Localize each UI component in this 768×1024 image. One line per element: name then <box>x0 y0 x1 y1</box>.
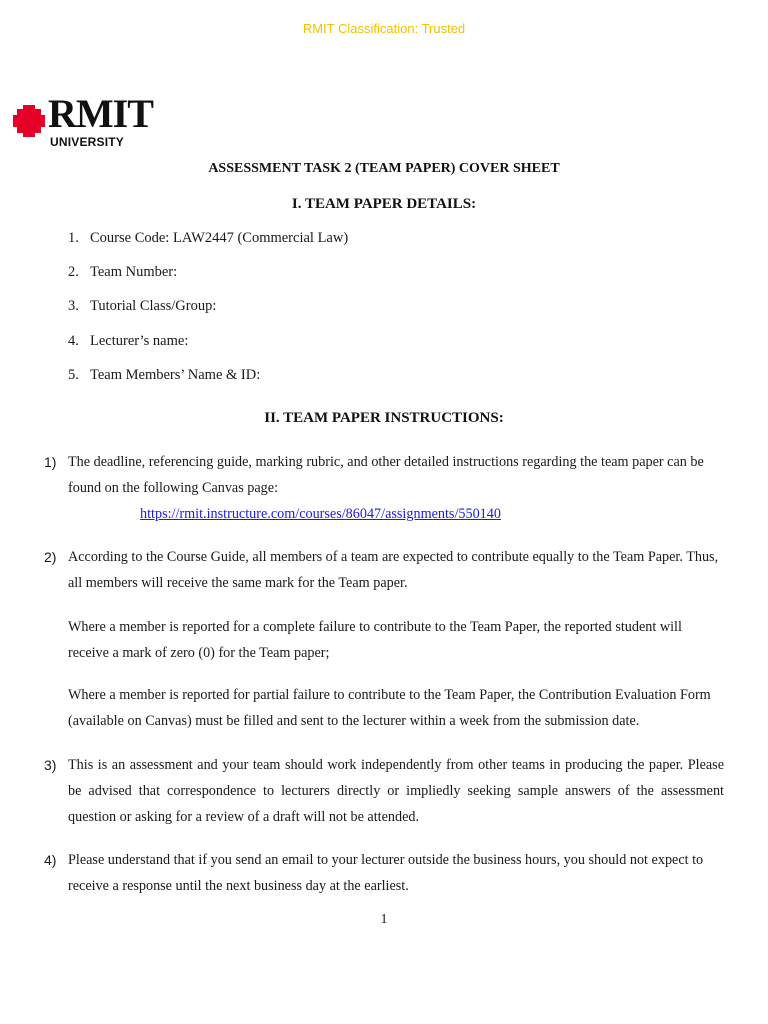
logo-wordmark: RMIT <box>48 91 153 136</box>
detail-item-course-code <box>68 230 348 247</box>
rmit-pixel-mark-icon <box>12 104 46 138</box>
instruction-paragraph: According to the Course Guide, all members of a team are expected to contribute equally to the Team Paper. Thus, all members will receive the same mark for the Team paper. <box>68 549 719 591</box>
item-number: 4. <box>68 333 79 349</box>
item-text: Lecturer’s name: <box>90 333 189 349</box>
logo-subtitle: UNIVERSITY <box>50 135 125 149</box>
page-number: 1 <box>380 912 388 927</box>
classification-label: RMIT Classification: Trusted <box>302 21 466 36</box>
instruction-number: 3) <box>44 757 57 773</box>
item-number: 5. <box>68 367 79 383</box>
instruction-paragraph: Where a member is reported for partial failure to contribute to the Team Paper, the Contribution Evaluation Form (available on Canvas) must be filled and sent to the lecturer within a week from the submission date. <box>68 687 711 729</box>
instruction-number: 2) <box>44 549 57 565</box>
instructions-heading: II. TEAM PAPER INSTRUCTIONS: <box>264 410 504 426</box>
canvas-assignment-link[interactable]: https://rmit.instructure.com/courses/86047/assignments/550140 <box>140 506 501 522</box>
item-number: 1. <box>68 230 79 246</box>
item-text: Team Number: <box>90 264 178 280</box>
item-text: Tutorial Class/Group: <box>90 298 217 314</box>
document-title: ASSESSMENT TASK 2 (TEAM PAPER) COVER SHEET <box>208 161 560 176</box>
detail-item-lecturer-name <box>68 333 188 350</box>
instruction-number: 1) <box>44 454 57 470</box>
item-text: Course Code: LAW2447 (Commercial Law) <box>90 230 349 246</box>
detail-item-team-members <box>68 367 260 384</box>
instruction-paragraph: Please understand that if you send an email to your lecturer outside the business hours, you should not expect to receive a response until the next business day at the earliest. <box>68 852 704 894</box>
instruction-paragraph: Where a member is reported for a complete failure to contribute to the Team Paper, the reported student will receive a mark of zero (0) for the Team paper; <box>68 619 682 661</box>
detail-item-tutorial-class <box>68 298 216 315</box>
item-number: 2. <box>68 264 79 280</box>
instruction-paragraph: This is an assessment and your team should work independently from other teams in producing the paper. Please be advised that correspondence to lecturers directly or impliedly seeking sample answers of the assessment question or asking for a review of a draft will not be attended. <box>68 757 724 825</box>
details-heading: I. TEAM PAPER DETAILS: <box>291 196 477 212</box>
rmit-logo <box>12 91 153 152</box>
item-text: Team Members’ Name & ID: <box>90 367 261 383</box>
instruction-paragraph: The deadline, referencing guide, marking rubric, and other detailed instructions regarding the team paper can be found on the following Canvas page: <box>68 454 704 496</box>
detail-item-team-number <box>68 264 177 281</box>
instruction-number: 4) <box>44 852 57 868</box>
item-number: 3. <box>68 298 79 314</box>
